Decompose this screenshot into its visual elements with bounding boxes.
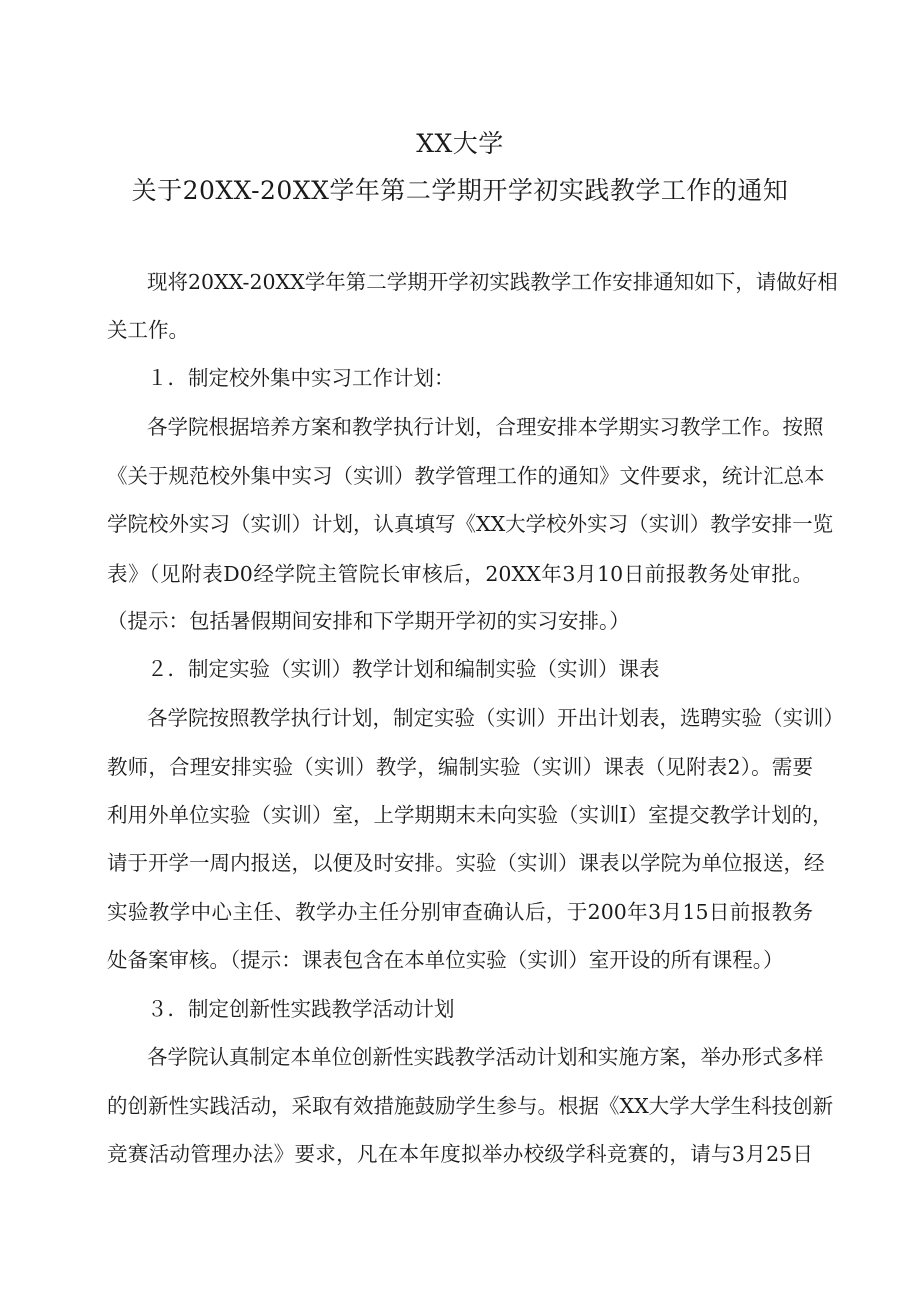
paragraph-line: 教师，合理安排实验（实训）教学，编制实验（实训）课表（见附表2）。需要 — [107, 755, 813, 779]
paragraph-line: 竞赛活动管理办法》要求，凡在本年度拟举办校级学科竞赛的，请与3月25日 — [107, 1142, 813, 1166]
paragraph-line: 《关于规范校外集中实习（实训）教学管理工作的通知》文件要求，统计汇总本 — [107, 464, 825, 488]
intro-line: 现将20XX-20XX学年第二学期开学初实践教学工作安排通知如下，请做好相 — [147, 270, 838, 294]
paragraph-line: 学院校外实习（实训）计划，认真填写《XX大学校外实习（实训）教学安排一览 — [107, 512, 834, 536]
intro-line: 关工作。 — [107, 318, 189, 342]
paragraph-line: 处备案审核。（提示：课表包含在本单位实验（实训）室开设的所有课程。） — [107, 948, 784, 972]
paragraph-line: 的创新性实践活动，采取有效措施鼓励学生参与。根据《XX大学大学生科技创新 — [107, 1094, 834, 1118]
section-heading: ２．制定实验（实训）教学计划和编制实验（实训）课表 — [147, 657, 660, 681]
paragraph-line: （提示：包括暑假期间安排和下学期开学初的实习安排。） — [107, 609, 630, 633]
institution-name: XX大学 — [416, 129, 504, 158]
document-title: 关于20XX-20XX学年第二学期开学初实践教学工作的通知 — [131, 176, 789, 205]
paragraph-line: 各学院认真制定本单位创新性实践教学活动计划和实施方案，举办形式多样 — [147, 1045, 824, 1069]
paragraph-line: 请于开学一周内报送，以便及时安排。实验（实训）课表以学院为单位报送，经 — [107, 851, 825, 875]
paragraph-line: 各学院按照教学执行计划，制定实验（实训）开出计划表，选聘实验（实训） — [147, 706, 844, 730]
paragraph-line: 利用外单位实验（实训）室，上学期期末未向实验（实训I）室提交教学计划的， — [107, 803, 833, 827]
paragraph-line: 各学院根据培养方案和教学执行计划，合理安排本学期实习教学工作。按照 — [147, 415, 824, 439]
paragraph-line: 表》（见附表D0经学院主管院长审核后，20XX年3月10日前报教务处审批。 — [107, 562, 813, 586]
section-heading: ３．制定创新性实践教学活动计划 — [147, 997, 455, 1021]
section-heading: １．制定校外集中实习工作计划： — [147, 366, 455, 390]
paragraph-line: 实验教学中心主任、教学办主任分别审查确认后，于200年3月15日前报教务 — [107, 900, 813, 924]
